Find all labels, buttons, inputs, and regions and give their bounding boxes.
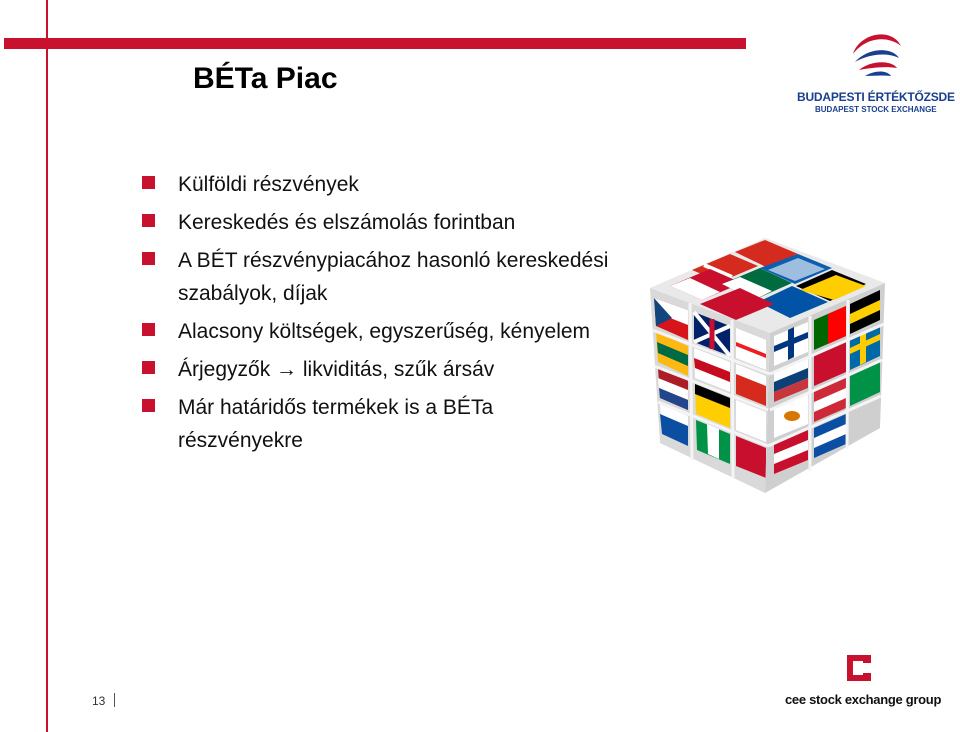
bullet-square-icon [142,361,155,374]
cee-group-name: cee stock exchange group [785,692,942,707]
bullet-square-icon [142,176,155,189]
bullet-text: Alacsony költségek, egyszerűség, kényelem [178,320,591,343]
bullet-item [142,168,612,201]
bullet-text: Már határidős termékek is a BÉTa részvényekre [178,396,494,452]
bullet-item [142,315,612,348]
bullet-square-icon [142,399,155,412]
bullet-square-icon [142,323,155,336]
bullet-text: A BÉT részvénypiacához hasonló kereskedési szabályok, díjak [178,249,609,305]
bullet-list [142,168,612,462]
page-number-divider [114,693,115,707]
left-vertical-rule [46,0,48,732]
cee-logo-icon [845,653,873,683]
top-accent-bar [4,38,746,49]
page-number: 13 [92,694,106,708]
bullet-text: Külföldi részvények [178,173,359,196]
flag-cube-image [640,228,890,498]
bullet-text: Kereskedés és elszámolás forintban [178,211,516,234]
bullet-item [142,353,612,386]
bullet-square-icon [142,252,155,265]
bse-subtitle: BUDAPEST STOCK EXCHANGE [815,105,937,114]
bullet-square-icon [142,214,155,227]
bullet-text: Árjegyzők → likviditás, szűk ársáv [178,358,495,381]
bullet-item [142,206,612,239]
bse-name: BUDAPESTI ÉRTÉKTŐZSDE [797,90,955,104]
slide-title: BÉTa Piac [193,62,338,95]
bullet-item [142,244,612,310]
bullet-item [142,391,612,457]
